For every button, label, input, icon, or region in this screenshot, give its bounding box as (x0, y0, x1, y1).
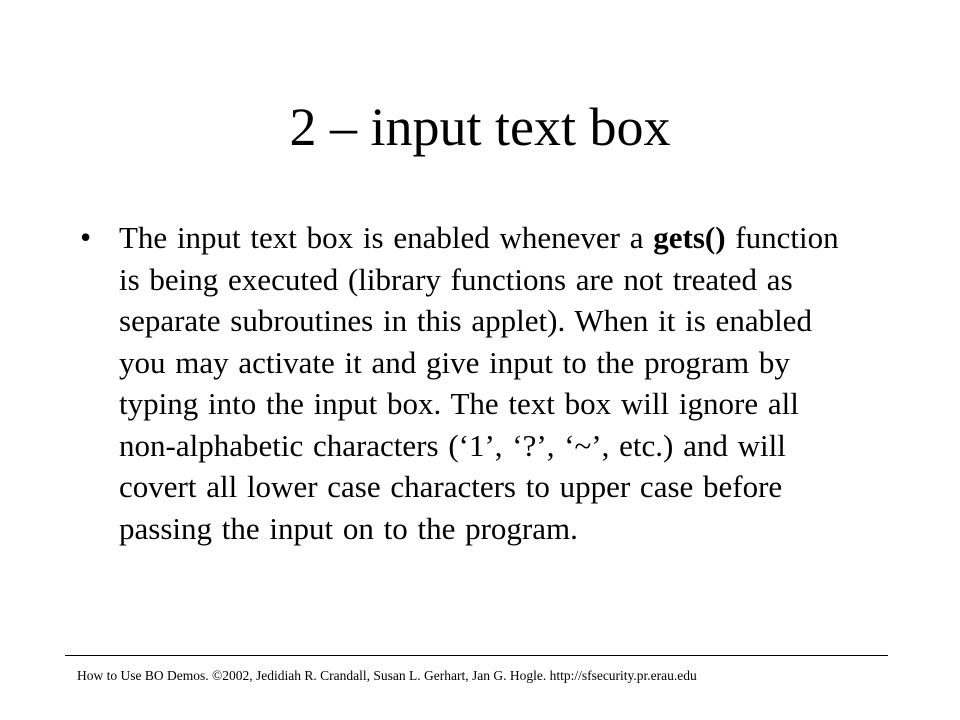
bullet-code-term: gets() (653, 220, 726, 255)
footer-credits: How to Use BO Demos. ©2002, Jedidiah R. Crandall, Susan L. Gerhart, Jan G. Hogle. http://sfsecurity.pr.erau.edu (77, 668, 697, 683)
bullet-text-after: function is being executed (library functions are not treated as separate subroutines in this applet). When it is enabled you may activate it and give input to the program by typing into the input box. The text box will ignore all non-alphabetic characters (‘1’, ‘?’, ‘~’, etc.) and will covert all lower case characters to upper case before passing the input on to the program. (119, 220, 839, 546)
slide-title: 2 – input text box (289, 97, 671, 157)
footer-divider (65, 655, 888, 656)
bullet-text-before: The input text box is enabled whenever a (119, 220, 654, 255)
bullet-marker: • (80, 219, 92, 255)
bullet-paragraph (119, 217, 860, 549)
bullet-list (80, 217, 860, 549)
